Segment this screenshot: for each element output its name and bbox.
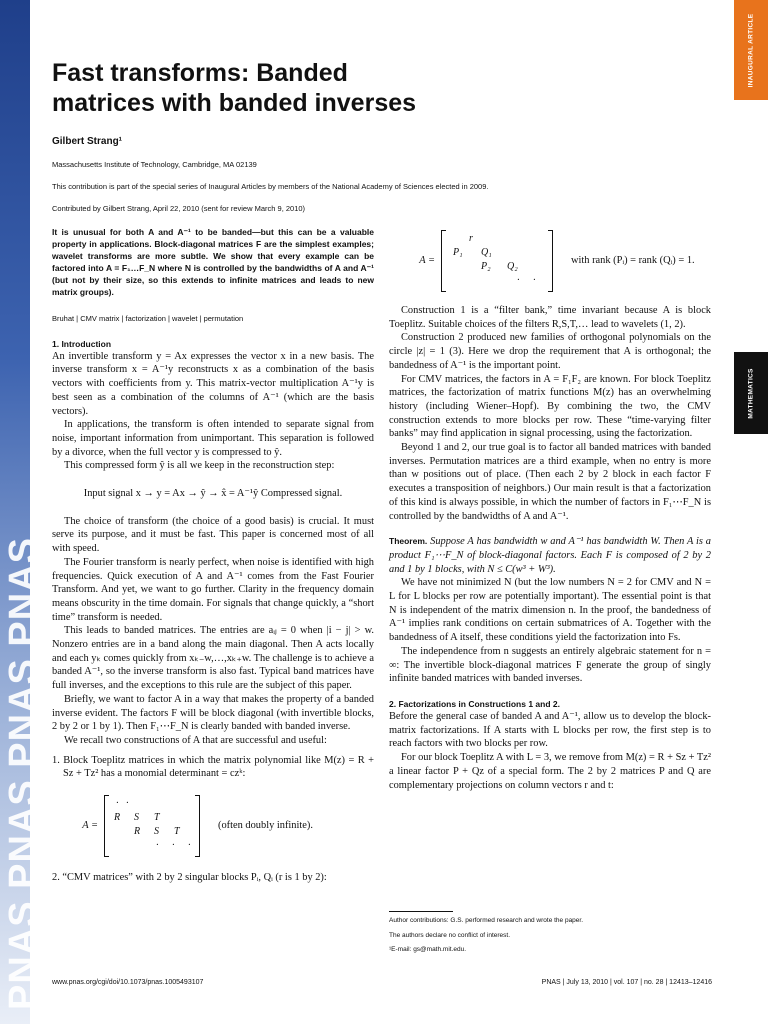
subject-tab-mathematics: MATHEMATICS [734, 352, 768, 434]
inaugural-article-tab: INAUGURAL ARTICLE [734, 0, 768, 100]
paragraph: Beyond 1 and 2, our true goal is to factor all banded matrices with banded inverses. Permutation matrices are a third example, when no entry is more than w positions out of place. (Then each 2 by 2 block in each factor F executes a transposition of neighbors.) Our main result is that a factorization of this kind is always possible, in which the number of factors in F₁⋯F_N is controlled by the bandwidths of A and A⁻¹. [389, 442, 711, 522]
paragraph: This compressed form ŷ is all we keep in the reconstruction step: [64, 460, 335, 472]
paragraph: For our block Toeplitz A with L = 3, we remove from M(z) = R + Sz + Tz² a linear factor P + Qz of a special form. The 2 by 2 matrices P and Q are complementary projections on column vectors r and t: [389, 752, 711, 791]
cmv-equation [389, 226, 711, 296]
equation-note: (often doubly infinite). [218, 820, 313, 832]
section-heading-introduction: 1. Introduction [52, 338, 112, 349]
paragraph: The choice of transform (the choice of a good basis) is crucial. It must serve its purpose, and it must be fast. This paper is concerned most of all with speed. [52, 515, 374, 555]
footnote-author-contributions: Author contributions: G.S. performed research and wrote the paper. [389, 917, 584, 924]
footnote-rule [389, 911, 453, 912]
list-item: 1. Block Toeplitz matrices in which the matrix polynomial like M(z) = R + Sz + Tz² has a monomial determinant = czᵏ: [52, 754, 374, 780]
left-column [52, 226, 374, 885]
paragraph: Briefly, we want to factor A in a way that makes the property of a banded inverse evident. The factors F will be block diagonal (with invertible blocks, 2 by 2 or 1 by 1). Then F₁⋯F_N is clearly banded with banded inverse. [52, 693, 374, 733]
article-title: Fast transforms: Banded matrices with banded inverses [52, 59, 417, 117]
theorem-label: Theorem. [389, 536, 428, 547]
equation-note: with rank (Pᵢ) = rank (Qᵢ) = 1. [571, 255, 695, 267]
paragraph: We recall two constructions of A that are successful and useful: [64, 734, 327, 746]
list-item: 2. “CMV matrices” with 2 by 2 singular blocks Pᵢ, Qᵢ (r is 1 by 2): [52, 872, 327, 884]
cmv-matrix: r P₁ Q₁ P₂ Q₂ · · [441, 230, 553, 292]
right-column [389, 226, 711, 792]
block-toeplitz-equation [52, 791, 374, 861]
paragraph: The Fourier transform is nearly perfect, when noise is identified with high frequencies. Quick execution of A and A⁻¹ comes from the Fast Fourier Transform. And yet, we want to go further. Clarity in the frequency domain means obscurity in the time domain. For signals that change quickly, a “short time” transform is needed. [52, 556, 374, 623]
paragraph: Before the general case of banded A and A⁻¹, allow us to develop the block-matrix factorizations. If A starts with L blocks per row, the first step is to reach factors with two blocks per row. [389, 710, 711, 750]
author-name: Gilbert Strang¹ [52, 136, 123, 147]
banded-matrix: · · R S T R S T · · · [104, 795, 200, 857]
series-note: This contribution is part of the special series of Inaugural Articles by members of the National Academy of Sciences elected in 2009. [52, 182, 489, 191]
paragraph: In applications, the transform is often intended to separate signal from noise, important information from unimportant. This separation is followed by a divorce, when the full vector y is compressed to ŷ. [52, 419, 374, 458]
footer-doi-link[interactable]: www.pnas.org/cgi/doi/10.1073/pnas.1005493107 [52, 979, 204, 986]
footer-journal-info: PNAS | July 13, 2010 | vol. 107 | no. 28 | 12413–12416 [541, 979, 712, 986]
paragraph: The independence from n suggests an entirely algebraic statement for n = ∞: The invertible block-diagonal matrices F generate the group of singly infinite banded matrices with banded inverses. [389, 645, 711, 685]
contributed-line: Contributed by Gilbert Strang, April 22, 2010 (sent for review March 9, 2010) [52, 204, 306, 213]
paragraph: For CMV matrices, the factors in A = F₁F₂ are known. For block Toeplitz matrices, the factorization of matrix functions M(z) has an overwhelming history (including Wiener–Hopf). By combining the two, the CMV construction extends to more blocks per row. These “time-varying filter banks” may find application in signal processing, using the factorization. [389, 373, 711, 440]
paragraph: Construction 1 is a “filter bank,” time invariant because A is block Toeplitz. Suitable choices of the filters R,S,T,… lead to wavelets (1, 2). [389, 305, 711, 330]
equation-lhs: A = [419, 255, 435, 267]
footnote-conflict: The authors declare no conflict of interest. [389, 932, 511, 939]
pnas-sidebar [0, 0, 44, 1024]
equation-lhs: A = [82, 820, 98, 832]
paragraph: An invertible transform y = Ax expresses the vector x in a new basis. The inverse transform x = A⁻¹y reconstructs x as a combination of the basis vectors with coefficients from y. This matrix-vector multiplication A⁻¹y is best seen as a combination of the columns of A⁻¹ (which are the basis vectors). [52, 350, 374, 417]
section-heading-factorizations: 2. Factorizations in Constructions 1 and 2. [389, 698, 560, 709]
affiliation: Massachusetts Institute of Technology, Cambridge, MA 02139 [52, 160, 257, 169]
theorem-text: Suppose A has bandwidth w and A⁻¹ has bandwidth W. Then A is a product F₁⋯F_N of block-diagonal factors. Each F is composed of 2 by 2 and 1 by 1 blocks, with N ≤ C(w³ + W³). [389, 536, 711, 575]
keywords: Bruhat | CMV matrix | factorization | wavelet | permutation [52, 314, 244, 323]
paragraph: We have not minimized N (but the low numbers N = 2 for CMV and N = L for L blocks per row are potentially important). The essential point is that N is independent of the matrix dimension n. In the proof, the bandedness of A⁻¹ implies rank conditions on certain submatrices of A. Together with the bandedness of A itself, these conditions yield the factorization into Fs. [389, 577, 711, 644]
theorem [389, 535, 711, 576]
paragraph: This leads to banded matrices. The entries are aᵢⱼ = 0 when |i − j| > w. Nonzero entries are in a band along the main diagonal. Then A acts locally and each yₖ comes quickly from xₖ₋w,…,xₖ₊w. The challenge is to achieve a banded A⁻¹, so the inverse transform is also fast. Typical band matrices have full inverses, and the exceptions to this rule are the subject of this paper. [52, 625, 374, 692]
display-equation: Input signal x → y = Ax → ŷ → x̂ = A⁻¹ŷ Compressed signal. [83, 488, 343, 500]
pnas-watermark: PNAS PNAS PNAS PNAS [2, 537, 44, 1010]
footnote-email: ¹E-mail: gs@math.mit.edu. [389, 946, 467, 953]
paragraph: Construction 2 produced new families of orthogonal polynomials on the circle |z| = 1 (3). Here we drop the requirement that A is orthogonal; the bandedness of A⁻¹ is the important point. [389, 332, 711, 371]
abstract: It is unusual for both A and A⁻¹ to be banded—but this can be a valuable property in applications. Block-diagonal matrices F are the simplest examples; wavelet transforms are more subtle. We show that every example can be factored into A = F₁…F_N where N is controlled by the bandwidths of A and A⁻¹ (but not by their size, so this extends to infinite matrices and leads to new matrix groups). [52, 227, 374, 297]
